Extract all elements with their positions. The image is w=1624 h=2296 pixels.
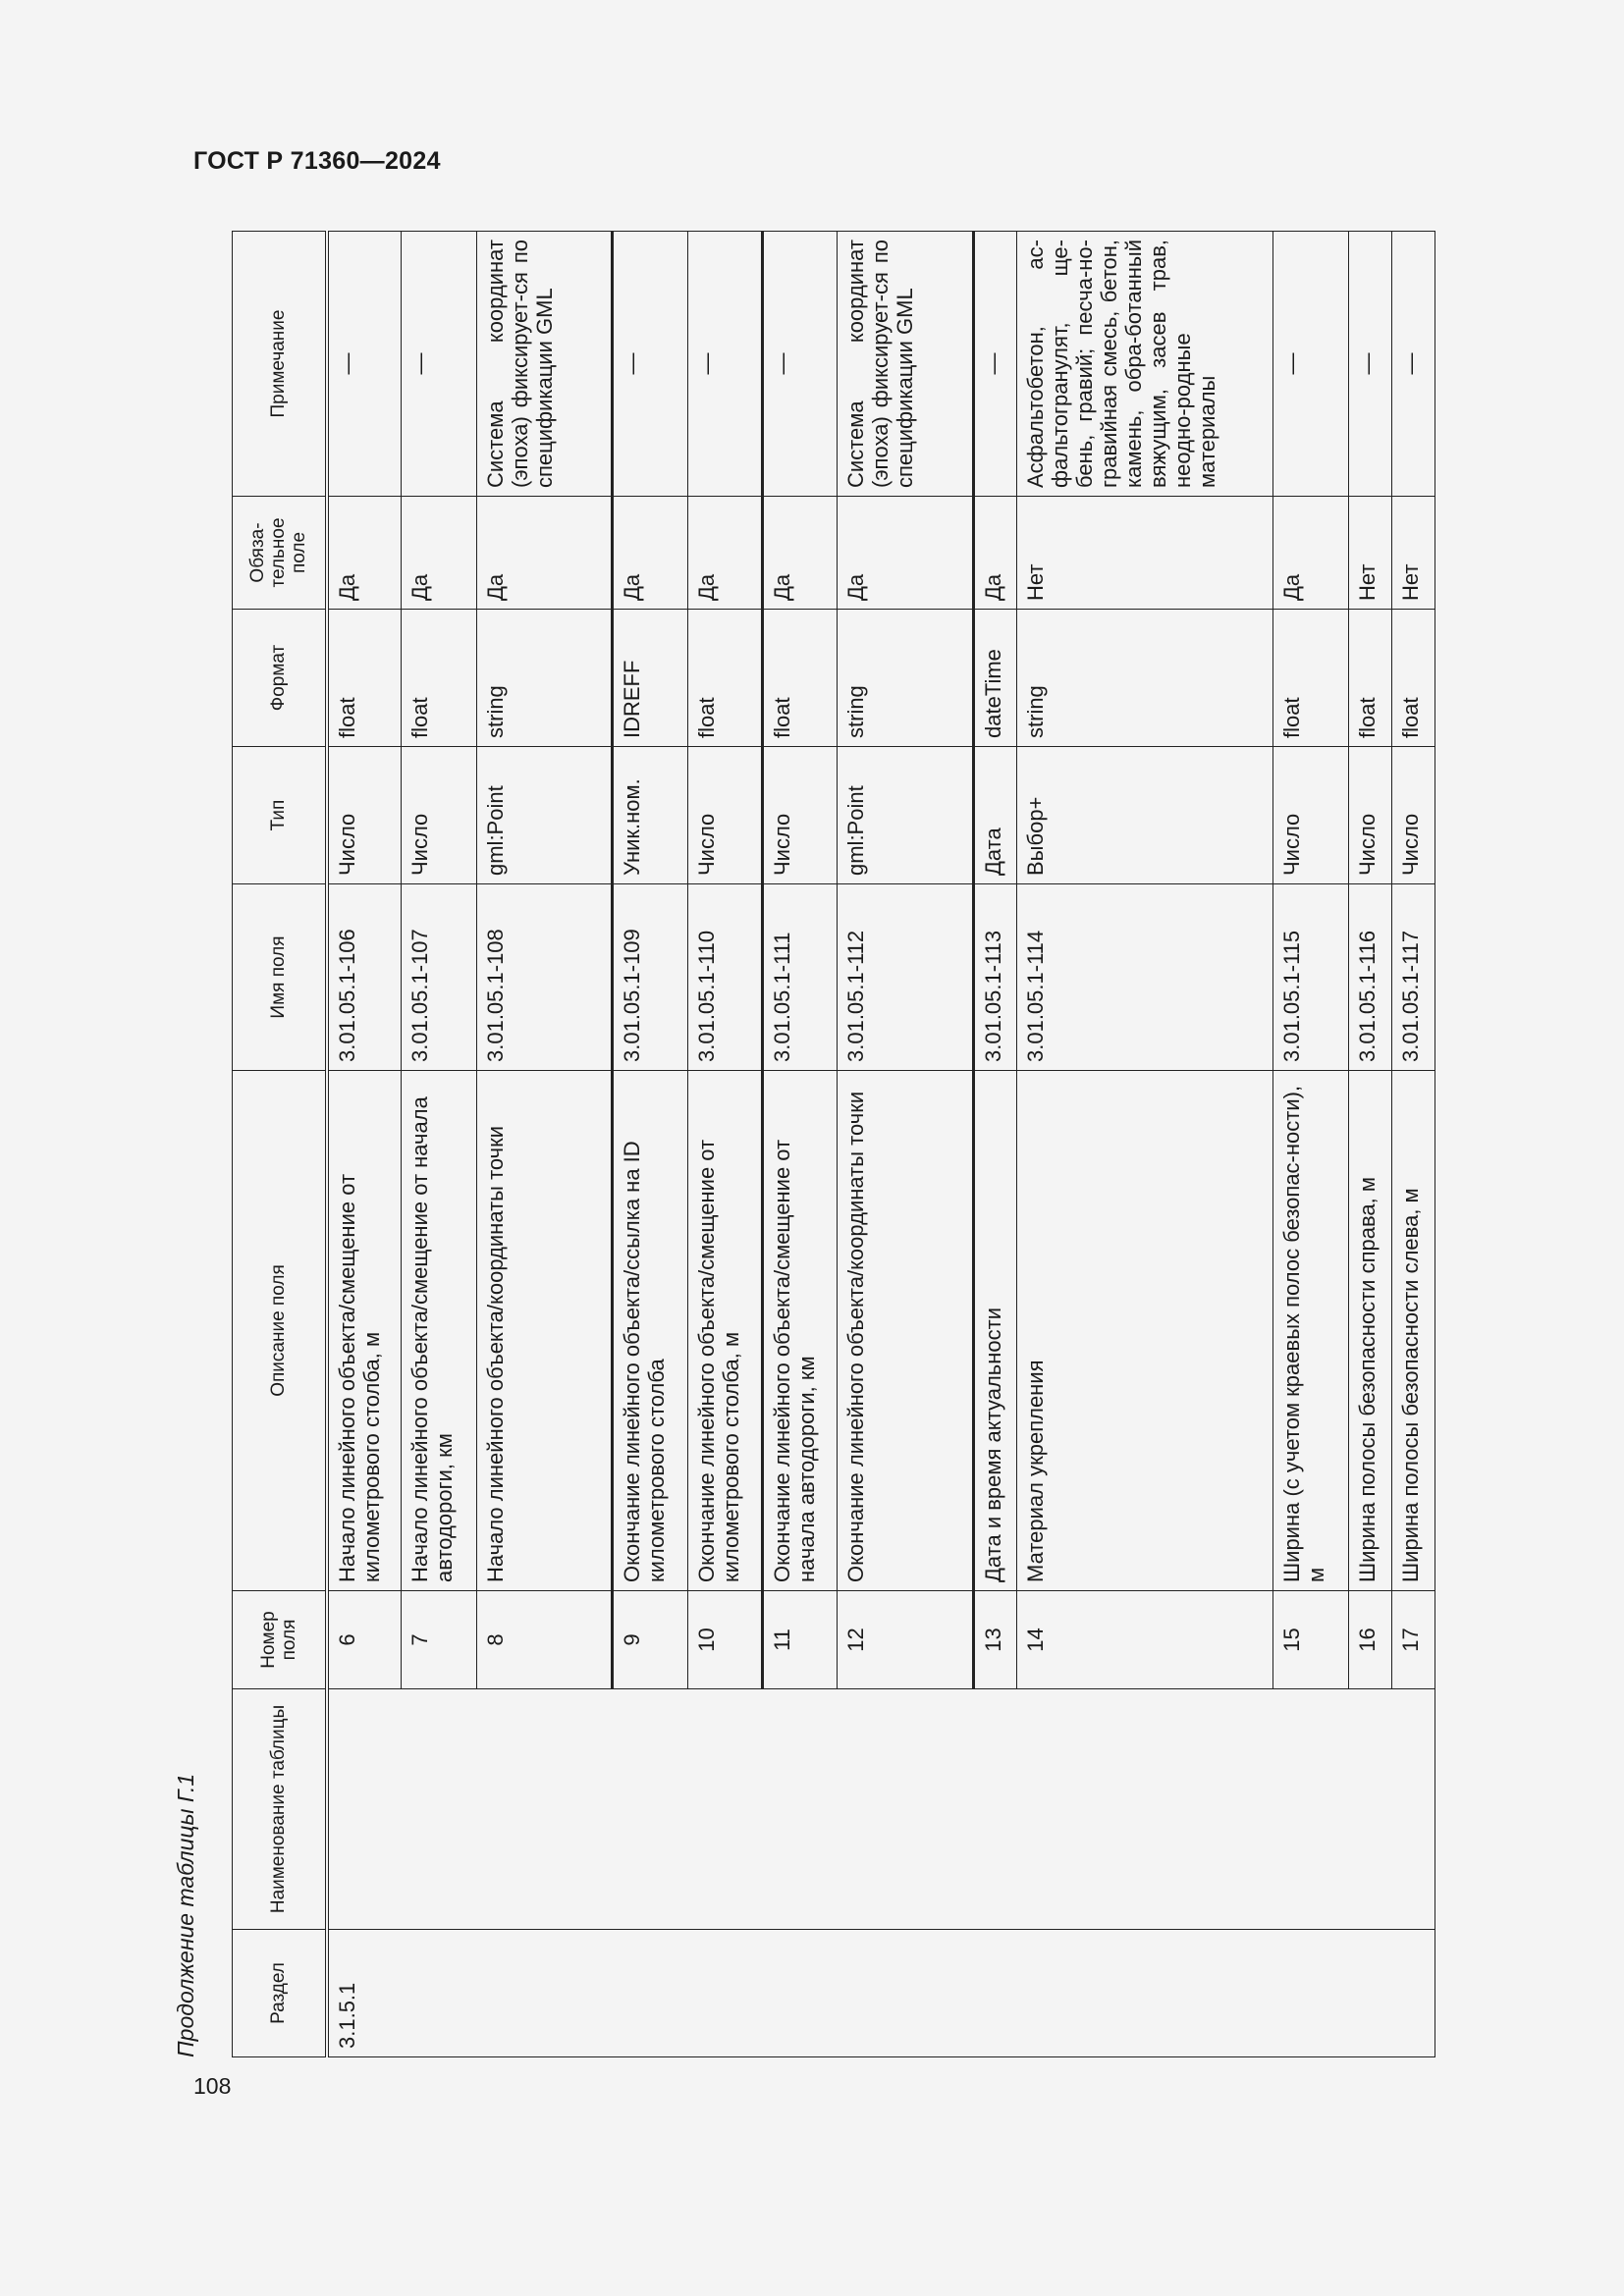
field-mandatory: Нет xyxy=(1391,497,1435,610)
field-type: gml:Point xyxy=(476,747,613,884)
field-mandatory: Нет xyxy=(1348,497,1391,610)
field-format: float xyxy=(402,610,476,747)
table-row xyxy=(327,232,402,2057)
table-name-cell xyxy=(327,1689,1435,1930)
field-name: 3.01.05.1-114 xyxy=(1017,884,1273,1071)
field-mandatory: Да xyxy=(687,497,762,610)
field-number: 6 xyxy=(327,1591,402,1689)
col-header-note: Примечание xyxy=(233,232,327,497)
field-format: float xyxy=(762,610,837,747)
field-name: 3.01.05.1-115 xyxy=(1273,884,1348,1071)
field-description: Окончание линейного объекта/смещение от начала автодороги, км xyxy=(762,1071,837,1591)
field-description: Начало линейного объекта/смещение от километрового столба, м xyxy=(327,1071,402,1591)
field-mandatory: Да xyxy=(973,497,1016,610)
table-header-row xyxy=(233,232,327,2057)
field-type: Число xyxy=(327,747,402,884)
section-cell: 3.1.5.1 xyxy=(327,1930,1435,2057)
col-header-field-description: Описание поля xyxy=(233,1071,327,1591)
field-format: string xyxy=(838,610,974,747)
field-name: 3.01.05.1-109 xyxy=(613,884,687,1071)
field-type: Число xyxy=(1391,747,1435,884)
field-number: 8 xyxy=(476,1591,613,1689)
field-description: Окончание линейного объекта/координаты точки xyxy=(838,1071,974,1591)
field-format: float xyxy=(1348,610,1391,747)
field-note: — xyxy=(1348,232,1391,497)
field-number: 7 xyxy=(402,1591,476,1689)
field-name: 3.01.05.1-106 xyxy=(327,884,402,1071)
field-number: 11 xyxy=(762,1591,837,1689)
field-note: — xyxy=(327,232,402,497)
field-note: — xyxy=(762,232,837,497)
field-name: 3.01.05.1-107 xyxy=(402,884,476,1071)
field-mandatory: Да xyxy=(613,497,687,610)
field-number: 9 xyxy=(613,1591,687,1689)
field-format: string xyxy=(476,610,613,747)
col-header-type: Тип xyxy=(233,747,327,884)
table-caption: Продолжение таблицы Г.1 xyxy=(173,1773,198,2057)
field-description: Начало линейного объекта/координаты точки xyxy=(476,1071,613,1591)
rotated-table-block xyxy=(173,232,1423,2057)
document-title: ГОСТ Р 71360—2024 xyxy=(193,147,441,175)
field-mandatory: Да xyxy=(1273,497,1348,610)
field-description: Материал укрепления xyxy=(1017,1071,1273,1591)
field-type: Уник.ном. xyxy=(613,747,687,884)
field-type: Число xyxy=(402,747,476,884)
field-note: Асфальтобетон, ас-фальтогранулят, ще-бень, гравий; песча-но-гравийная смесь, бетон, камень, обра-ботанный вяжущим, засев трав, неодно-родные материалы xyxy=(1017,232,1273,497)
field-number: 10 xyxy=(687,1591,762,1689)
field-number: 16 xyxy=(1348,1591,1391,1689)
field-mandatory: Да xyxy=(838,497,974,610)
field-number: 13 xyxy=(973,1591,1016,1689)
field-mandatory: Да xyxy=(327,497,402,610)
field-type: Число xyxy=(1348,747,1391,884)
col-header-section: Раздел xyxy=(233,1930,327,2057)
field-format: float xyxy=(1391,610,1435,747)
field-mandatory: Нет xyxy=(1017,497,1273,610)
field-number: 15 xyxy=(1273,1591,1348,1689)
field-mandatory: Да xyxy=(402,497,476,610)
field-name: 3.01.05.1-113 xyxy=(973,884,1016,1071)
field-number: 14 xyxy=(1017,1591,1273,1689)
field-note: — xyxy=(1273,232,1348,497)
field-note: — xyxy=(402,232,476,497)
field-note: Система координат (эпоха) фиксирует-ся по спецификации GML xyxy=(838,232,974,497)
field-note: Система координат (эпоха) фиксирует-ся по спецификации GML xyxy=(476,232,613,497)
field-format: float xyxy=(1273,610,1348,747)
data-table xyxy=(232,231,1435,2057)
field-note: — xyxy=(1391,232,1435,497)
field-type: Дата xyxy=(973,747,1016,884)
col-header-table-name: Наименование таблицы xyxy=(233,1689,327,1930)
field-name: 3.01.05.1-110 xyxy=(687,884,762,1071)
field-mandatory: Да xyxy=(476,497,613,610)
page-number: 108 xyxy=(193,2073,232,2099)
field-description: Начало линейного объекта/смещение от начала автодороги, км xyxy=(402,1071,476,1591)
field-name: 3.01.05.1-117 xyxy=(1391,884,1435,1071)
field-type: Число xyxy=(1273,747,1348,884)
col-header-field-name: Имя поля xyxy=(233,884,327,1071)
field-description: Окончание линейного объекта/ссылка на ID километрового столба xyxy=(613,1071,687,1591)
field-description: Окончание линейного объекта/смещение от километрового столба, м xyxy=(687,1071,762,1591)
field-note: — xyxy=(973,232,1016,497)
field-note: — xyxy=(613,232,687,497)
col-header-format: Формат xyxy=(233,610,327,747)
field-name: 3.01.05.1-111 xyxy=(762,884,837,1071)
field-type: gml:Point xyxy=(838,747,974,884)
field-type: Выбор+ xyxy=(1017,747,1273,884)
field-name: 3.01.05.1-112 xyxy=(838,884,974,1071)
field-number: 17 xyxy=(1391,1591,1435,1689)
field-format: string xyxy=(1017,610,1273,747)
field-format: IDREFF xyxy=(613,610,687,747)
field-number: 12 xyxy=(838,1591,974,1689)
col-header-mandatory: Обяза-тельное поле xyxy=(233,497,327,610)
field-type: Число xyxy=(762,747,837,884)
field-format: dateTime xyxy=(973,610,1016,747)
field-note: — xyxy=(687,232,762,497)
field-description: Дата и время актуальности xyxy=(973,1071,1016,1591)
field-description: Ширина (с учетом краевых полос безопас-ности), м xyxy=(1273,1071,1348,1591)
field-format: float xyxy=(687,610,762,747)
field-description: Ширина полосы безопасности слева, м xyxy=(1391,1071,1435,1591)
field-description: Ширина полосы безопасности справа, м xyxy=(1348,1071,1391,1591)
col-header-field-number: Номер поля xyxy=(233,1591,327,1689)
field-format: float xyxy=(327,610,402,747)
field-mandatory: Да xyxy=(762,497,837,610)
field-type: Число xyxy=(687,747,762,884)
field-name: 3.01.05.1-108 xyxy=(476,884,613,1071)
field-name: 3.01.05.1-116 xyxy=(1348,884,1391,1071)
